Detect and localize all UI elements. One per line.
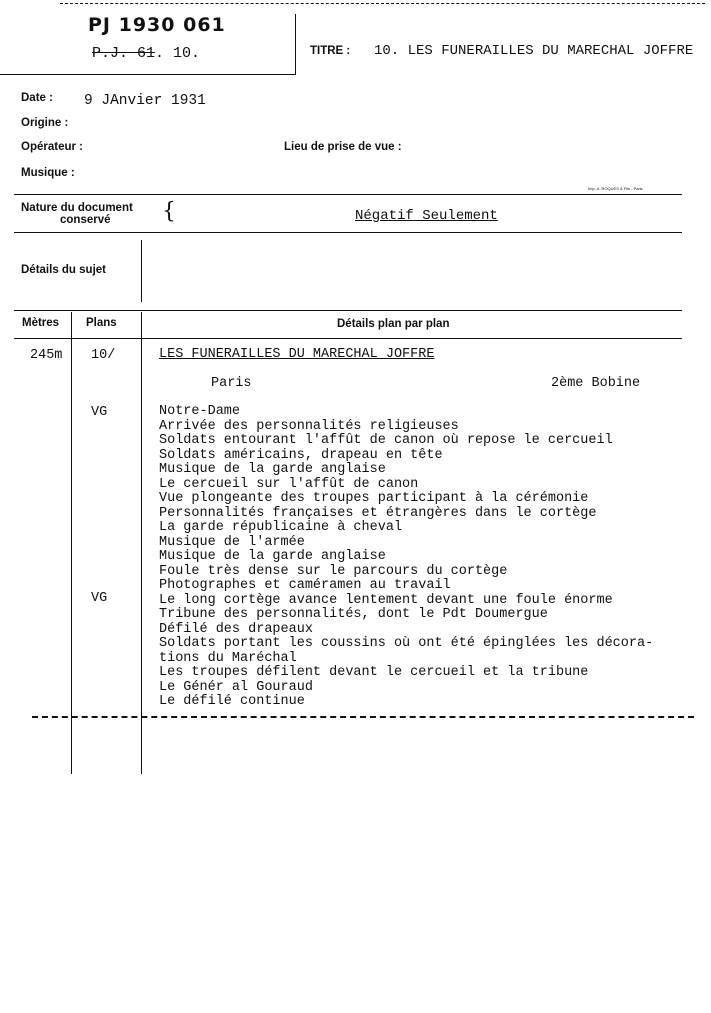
shot-line: tions du Maréchal xyxy=(159,650,297,666)
reference-number: . 10. xyxy=(155,45,201,62)
shot-line: Soldats américains, drapeau en tête xyxy=(159,447,443,463)
column-divider-2 xyxy=(141,312,142,774)
column-header-plans: Plans xyxy=(86,317,117,329)
shot-line: Le Génér al Gouraud xyxy=(159,679,313,695)
end-dashed-line xyxy=(32,716,694,718)
details-sujet-label: Détails du sujet xyxy=(21,264,106,276)
lieu-label: Lieu de prise de vue : xyxy=(284,141,402,153)
shot-line: Le long cortège avance lentement devant une foule énorme xyxy=(159,592,613,608)
ref-box-bottom-border xyxy=(0,74,296,75)
nature-label-line2: conservé xyxy=(60,214,111,226)
shot-line: La garde républicaine à cheval xyxy=(159,520,403,535)
metres-value: 245m xyxy=(30,348,63,363)
shot-line: Musique de la garde anglaise xyxy=(159,462,386,477)
titre-value: 10. LES FUNERAILLES DU MARECHAL JOFFRE xyxy=(374,43,694,59)
old-reference-struck: P.J. 61 xyxy=(92,45,156,62)
nature-value: Négatif Seulement xyxy=(355,208,498,224)
top-border-line xyxy=(60,3,705,4)
shot-line: Le cercueil sur l'affût de canon xyxy=(159,476,419,492)
date-label: Date : xyxy=(21,92,53,104)
table-header-bottom-line xyxy=(14,338,682,339)
nature-label-line1: Nature du document xyxy=(21,202,133,214)
nature-top-line xyxy=(14,194,682,195)
shot-line: Personnalités françaises et étrangères dans le cortège xyxy=(159,505,597,521)
details-bottom-line xyxy=(14,310,682,311)
shot-line: Soldats portant les coussins où ont été épinglées les décora- xyxy=(159,636,654,651)
titre-label: TITRE : xyxy=(310,45,351,57)
plans-value: 10/ xyxy=(91,348,116,363)
place-text: Paris xyxy=(211,376,252,391)
archive-reference: PJ 1930 061 xyxy=(88,14,226,36)
shot-line: Notre-Dame xyxy=(159,404,241,419)
shot-line: Soldats entourant l'affût de canon où repose le cercueil xyxy=(159,433,613,448)
shot-line: Le défilé continue xyxy=(159,694,305,709)
shot-list xyxy=(159,405,653,710)
shot-line: Arrivée des personnalités religieuses xyxy=(159,418,459,434)
musique-label: Musique : xyxy=(21,167,75,179)
shot-line: Défilé des drapeaux xyxy=(159,621,313,637)
shot-line: Musique de la garde anglaise xyxy=(159,549,386,564)
old-reference xyxy=(92,45,200,62)
shot-line: Photographes et caméramen au travail xyxy=(159,578,451,593)
shot-line: Vue plongeante des troupes participant à la cérémonie xyxy=(159,491,589,506)
plan-type-vg-2: VG xyxy=(91,591,108,606)
nature-brace: { xyxy=(162,199,176,224)
reel-text: 2ème Bobine xyxy=(551,376,641,391)
column-header-details: Détails plan par plan xyxy=(337,318,450,330)
column-divider-1 xyxy=(71,312,72,774)
plan-type-vg-1: VG xyxy=(91,405,108,420)
details-brace-line xyxy=(141,240,142,302)
shot-line: Tribune des personnalités, dont le Pdt Doumergue xyxy=(159,607,548,622)
origine-label: Origine : xyxy=(21,117,69,129)
nature-bottom-line xyxy=(14,232,682,233)
printer-imprint: Imp. A. ROQUES & Fils - Paris xyxy=(588,186,643,191)
subject-title: LES FUNERAILLES DU MARECHAL JOFFRE xyxy=(159,347,435,362)
operateur-label: Opérateur : xyxy=(21,141,83,153)
shot-line: Les troupes défilent devant le cercueil et la tribune xyxy=(159,665,589,680)
column-header-metres: Mètres xyxy=(22,317,60,329)
shot-line: Musique de l'armée xyxy=(159,534,305,550)
date-value: 9 JAnvier 1931 xyxy=(84,93,206,109)
shot-line: Foule très dense sur le parcours du cortège xyxy=(159,563,508,579)
ref-box-right-border xyxy=(295,14,296,74)
